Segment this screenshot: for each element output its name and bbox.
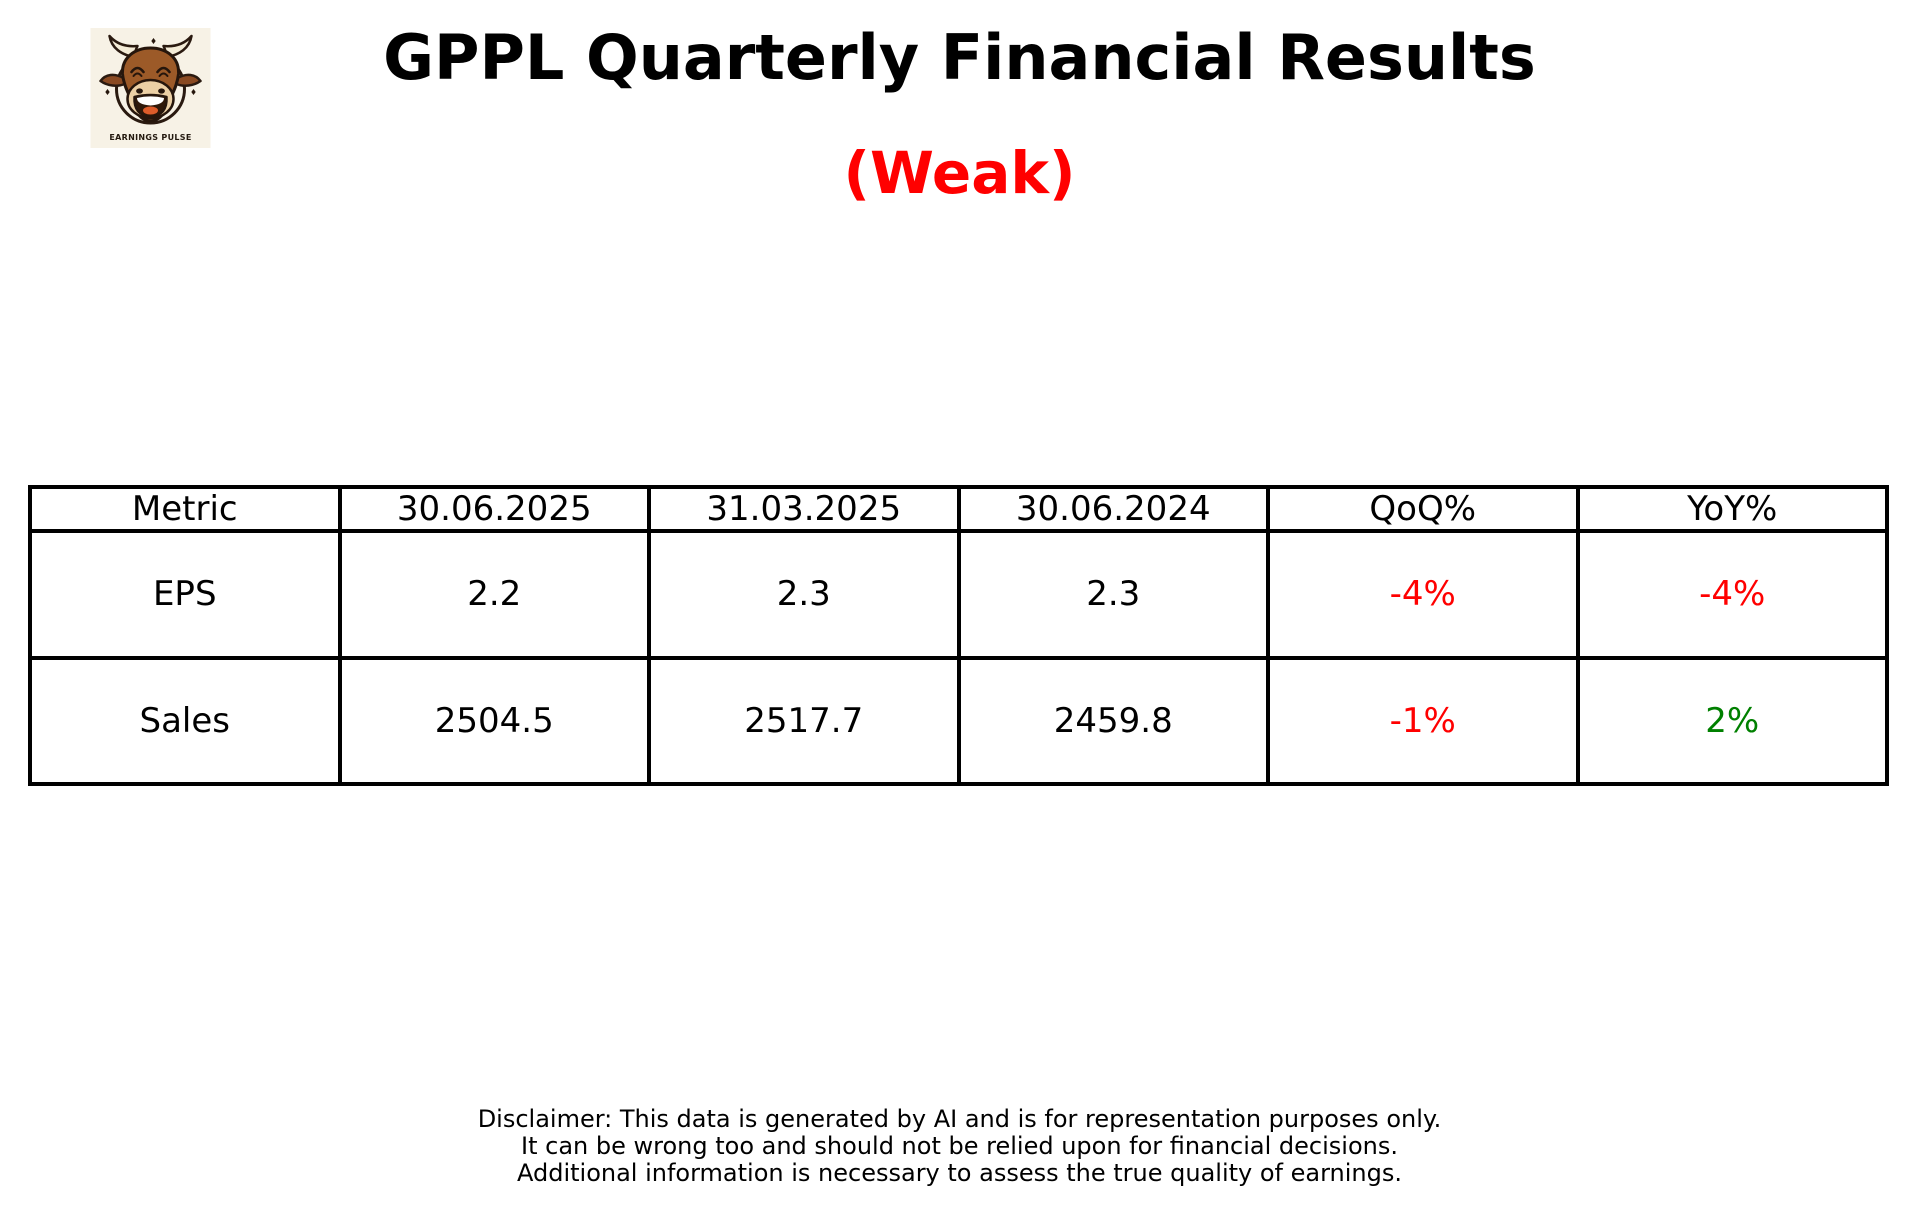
logo-brand-text: EARNINGS PULSE <box>109 133 192 142</box>
page-title: GPPL Quarterly Financial Results <box>383 21 1536 94</box>
value-cell: 2.3 <box>959 531 1269 658</box>
col-header-qoq: QoQ% <box>1268 487 1578 531</box>
yoy-change-cell: -4% <box>1578 531 1888 658</box>
value-cell: 2.3 <box>649 531 959 658</box>
disclaimer <box>0 1106 1919 1187</box>
table-row-eps <box>30 531 1887 658</box>
quarterly-results-table <box>28 485 1889 786</box>
metric-cell: Sales <box>30 658 340 785</box>
value-cell: 2.2 <box>340 531 650 658</box>
bull-tongue <box>143 107 158 115</box>
col-header-yoy: YoY% <box>1578 487 1888 531</box>
value-cell: 2504.5 <box>340 658 650 785</box>
disclaimer-line: Additional information is necessary to assess the true quality of earnings. <box>516 1159 1402 1187</box>
value-cell: 2459.8 <box>959 658 1269 785</box>
metric-cell: EPS <box>30 531 340 658</box>
qoq-change-cell: -1% <box>1268 658 1578 785</box>
qoq-change-cell: -4% <box>1268 531 1578 658</box>
disclaimer-line: It can be wrong too and should not be relied upon for financial decisions. <box>521 1132 1398 1160</box>
col-header-metric: Metric <box>30 487 340 531</box>
col-header-q-previous: 31.03.2025 <box>649 487 959 531</box>
table-header-row <box>30 487 1887 531</box>
table-row-sales <box>30 658 1887 785</box>
disclaimer-line: Disclaimer: This data is generated by AI and is for representation purposes only. <box>477 1105 1442 1133</box>
col-header-q-current: 30.06.2025 <box>340 487 650 531</box>
value-cell: 2517.7 <box>649 658 959 785</box>
yoy-change-cell: 2% <box>1578 658 1888 785</box>
col-header-q-yearago: 30.06.2024 <box>959 487 1269 531</box>
verdict-label: (Weak) <box>843 139 1076 207</box>
